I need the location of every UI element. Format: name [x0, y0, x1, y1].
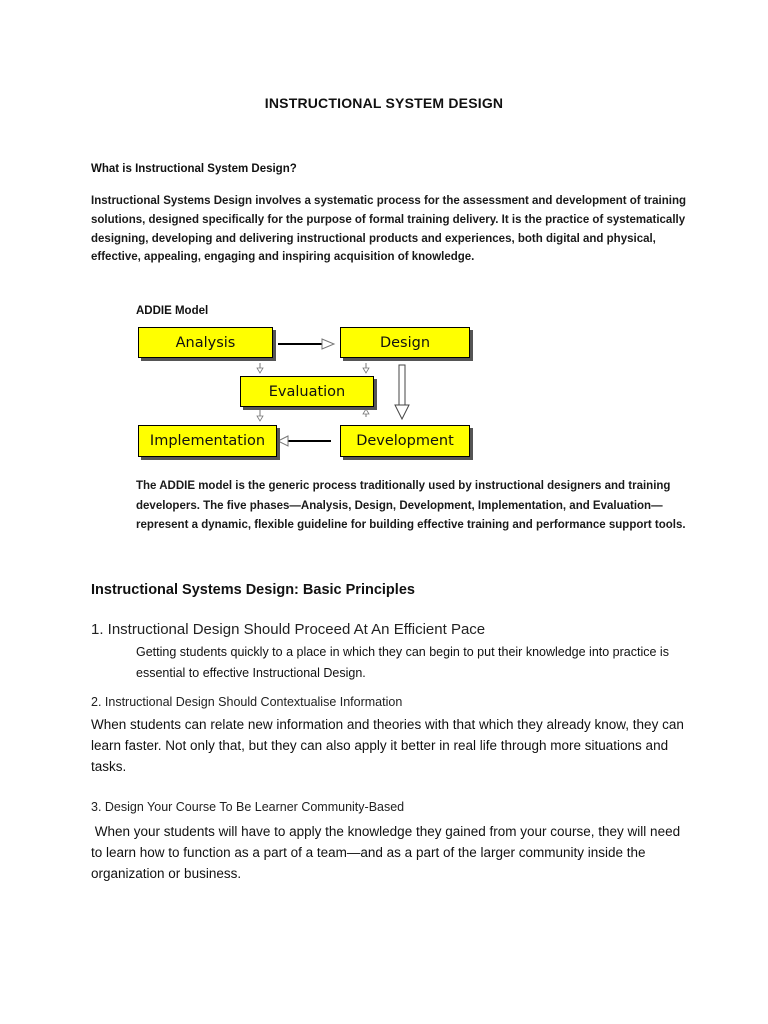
principle-3-body: When your students will have to apply the knowledge they gained from your course, they will need to learn how to function as a part of a team—and as a part of the larger community inside the organization or business.	[91, 824, 684, 881]
arrow-evaluation-implementation	[257, 409, 263, 421]
principles-heading: Instructional Systems Design: Basic Principles	[91, 582, 415, 598]
principle-1-body: Getting students quickly to a place in which they can begin to put their knowledge into practice is essential to effective Instructional Design.	[136, 645, 669, 680]
arrow-analysis-design	[278, 339, 334, 349]
page-title: INSTRUCTIONAL SYSTEM DESIGN	[264, 95, 504, 111]
arrow-development-evaluation	[363, 409, 369, 417]
arrow-design-evaluation	[363, 363, 369, 373]
addie-label: ADDIE Model	[136, 305, 209, 317]
principle-2-body: When students can relate new information and theories with that which they already know, they can learn faster. Not only that, but they can also apply it better in real life through more situations and tasks.	[91, 717, 684, 774]
arrow-development-implementation	[278, 436, 331, 446]
arrow-analysis-evaluation	[257, 363, 263, 373]
question-heading: What is Instructional System Design?	[91, 163, 297, 175]
principle-2-heading: 2. Instructional Design Should Contextualise Information	[91, 695, 403, 709]
box-analysis: Analysis	[138, 327, 273, 358]
box-development: Development	[340, 425, 470, 457]
intro-paragraph: Instructional Systems Design involves a systematic process for the assessment and development of training solutions, designed specifically for the purpose of formal training delivery. It is the practice of systematically designing, developing and delivering instructional products and experiences, both digital and physical, effective, appealing, engaging and inspiring acquisition of knowledge.	[91, 195, 686, 264]
addie-description: The ADDIE model is the generic process traditionally used by instructional designers and training developers. The five phases—Analysis, Design, Development, Implementation, and Evaluation—represent a dynamic, flexible guideline for building effective training and performance support tools.	[136, 480, 686, 531]
box-design: Design	[340, 327, 470, 358]
principle-1-heading: 1. Instructional Design Should Proceed At An Efficient Pace	[91, 621, 486, 638]
arrow-design-development	[395, 365, 409, 419]
principle-3-heading: 3. Design Your Course To Be Learner Community-Based	[91, 800, 405, 814]
box-evaluation: Evaluation	[240, 376, 374, 407]
box-implementation: Implementation	[138, 425, 277, 457]
addie-diagram	[136, 325, 476, 465]
